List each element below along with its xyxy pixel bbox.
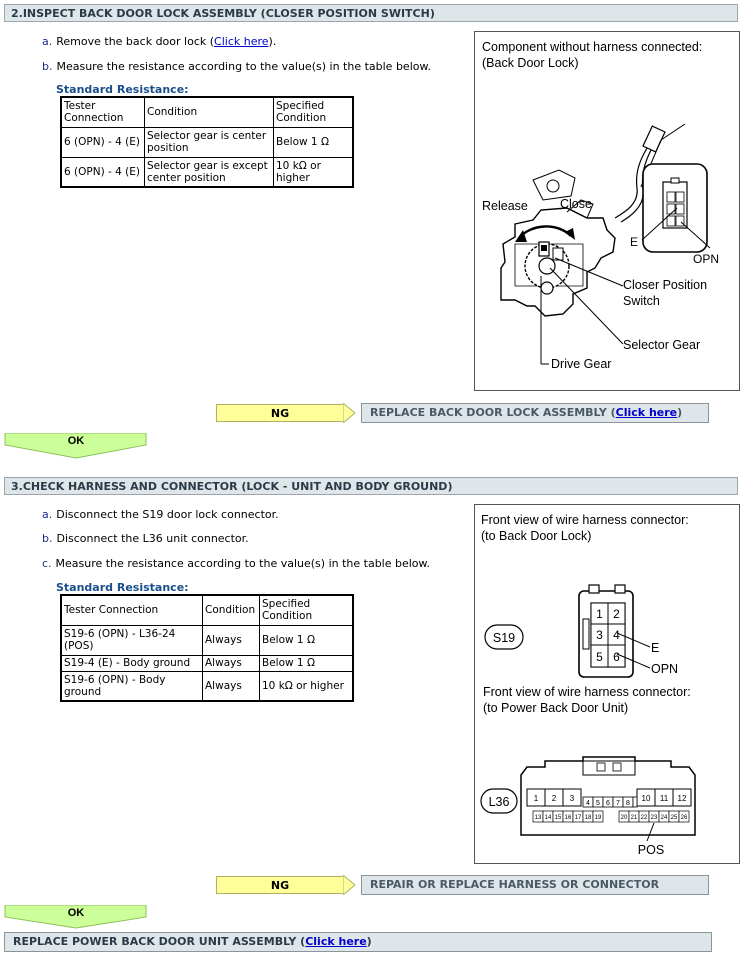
- table-cell: Below 1 Ω: [260, 625, 354, 655]
- section3-standard-resistance: Standard Resistance:: [56, 581, 189, 594]
- table-cell: S19-6 (OPN) - L36-24 (POS): [61, 625, 203, 655]
- l36-pin: 10: [641, 794, 651, 803]
- closer-position-label: Closer Position: [623, 278, 708, 292]
- section3-action: REPAIR OR REPLACE HARNESS OR CONNECTOR: [361, 875, 709, 895]
- table-cell: Below 1 Ω: [260, 655, 354, 671]
- table-cell: 10 kΩ or higher: [274, 157, 354, 187]
- l36-pin: 1: [533, 794, 539, 803]
- l36-pin: 3: [569, 794, 575, 803]
- figure-caption: (Back Door Lock): [482, 56, 579, 70]
- final-action: [4, 932, 712, 952]
- replace-unit-link[interactable]: Click here: [305, 935, 367, 948]
- table-cell: Always: [203, 671, 260, 701]
- step-letter: a.: [42, 508, 53, 521]
- s19-pin: 3: [596, 628, 603, 642]
- table-cell: Selector gear is center position: [145, 127, 274, 157]
- figure-caption: (to Back Door Lock): [481, 529, 592, 543]
- l36-mid-pins: [583, 797, 637, 807]
- l36-pin: 15: [554, 815, 562, 821]
- l36-pin: 11: [659, 794, 669, 803]
- l36-pin: 4: [586, 800, 590, 807]
- step-letter: b.: [42, 60, 53, 73]
- release-label: Release: [482, 199, 528, 213]
- table-cell: 6 (OPN) - 4 (E): [61, 157, 145, 187]
- table-cell: S19-4 (E) - Body ground: [61, 655, 203, 671]
- table-cell: S19-6 (OPN) - Body ground: [61, 671, 203, 701]
- l36-pin: 25: [670, 815, 678, 821]
- final-action-text: REPLACE POWER BACK DOOR UNIT ASSEMBLY (: [13, 935, 306, 948]
- step-text: Disconnect the S19 door lock connector.: [56, 508, 279, 521]
- table-header: Specified Condition: [260, 595, 354, 625]
- section3-ng-indicator: NG: [216, 876, 344, 894]
- s19-tag: S19: [492, 631, 516, 645]
- step-text: Remove the back door lock (: [56, 35, 215, 48]
- table-header-row: [61, 97, 353, 127]
- l36-pin: 14: [544, 815, 552, 821]
- table-header: Tester Connection: [61, 595, 203, 625]
- replace-lock-link[interactable]: Click here: [615, 406, 678, 419]
- ok-label: OK: [67, 907, 85, 919]
- figure-caption: Component without harness connected:: [482, 40, 703, 54]
- step-text-end: ).: [268, 35, 277, 48]
- pin-e-label: E: [651, 641, 660, 655]
- step-letter: b.: [42, 532, 53, 545]
- l36-pin: 13: [534, 815, 542, 821]
- l36-pin: 24: [660, 815, 668, 821]
- section2-header: 2.INSPECT BACK DOOR LOCK ASSEMBLY (CLOSER POSITION SWITCH): [4, 4, 738, 22]
- close-label: Close: [560, 197, 592, 211]
- table-row: [61, 157, 353, 187]
- figure-caption: Front view of wire harness connector:: [483, 685, 691, 699]
- section2-action: [361, 403, 709, 423]
- ok-label: OK: [67, 435, 85, 447]
- section3-step-c: [42, 557, 430, 570]
- pin-opn-label: OPN: [651, 662, 679, 676]
- action-close: ): [677, 406, 683, 419]
- table-cell: Below 1 Ω: [274, 127, 354, 157]
- s19-pins: [591, 603, 625, 667]
- l36-pin: 5: [596, 800, 600, 807]
- l36-pin: 6: [606, 800, 610, 807]
- table-cell: 10 kΩ or higher: [260, 671, 354, 701]
- section2-ok-indicator: [4, 433, 148, 459]
- table-header: Tester Connection: [61, 97, 145, 127]
- l36-tag: L36: [488, 795, 510, 809]
- section3-step-a: [42, 508, 279, 521]
- section2-step-b: [42, 60, 431, 73]
- table-cell: 6 (OPN) - 4 (E): [61, 127, 145, 157]
- drive-gear-label: Drive Gear: [551, 357, 612, 371]
- section2-standard-resistance: Standard Resistance:: [56, 83, 189, 96]
- table-cell: Selector gear is except center position: [145, 157, 274, 187]
- selector-gear-label: Selector Gear: [623, 338, 701, 352]
- section3-step-b: [42, 532, 249, 545]
- table-cell: Always: [203, 655, 260, 671]
- l36-pin: 21: [630, 815, 638, 821]
- final-action-close: ): [366, 935, 372, 948]
- harness-connector-figure: [474, 504, 740, 864]
- s19-pin: 6: [613, 650, 620, 664]
- s19-pin: 5: [596, 650, 603, 664]
- action-text: REPLACE BACK DOOR LOCK ASSEMBLY (: [370, 406, 616, 419]
- table-row: [61, 671, 353, 701]
- back-door-lock-illustration: [475, 32, 739, 390]
- section3-header: 3.CHECK HARNESS AND CONNECTOR (LOCK - UNIT AND BODY GROUND): [4, 477, 738, 495]
- l36-pin: 20: [620, 815, 628, 821]
- step-text: Disconnect the L36 unit connector.: [56, 532, 249, 545]
- table-header: Specified Condition: [274, 97, 354, 127]
- table-row: [61, 625, 353, 655]
- l36-pin: 7: [616, 800, 620, 807]
- l36-pin: 2: [551, 794, 557, 803]
- step-letter: c.: [42, 557, 52, 570]
- section3-ng-arrow: [343, 875, 357, 895]
- back-door-lock-figure: [474, 31, 740, 391]
- l36-pin: 8: [626, 800, 630, 807]
- l36-pin: 18: [584, 815, 592, 821]
- pin-opn-label: OPN: [693, 252, 720, 266]
- l36-pin: 26: [680, 815, 688, 821]
- table-row: [61, 655, 353, 671]
- section2-ng-arrow: [343, 403, 357, 423]
- l36-pin: 22: [640, 815, 648, 821]
- l36-pin: 17: [574, 815, 582, 821]
- pin-e-label: E: [630, 235, 639, 249]
- s19-pin: 4: [613, 628, 620, 642]
- s19-pin: 1: [596, 607, 603, 621]
- table-header: Condition: [203, 595, 260, 625]
- s19-pin: 2: [613, 607, 620, 621]
- step-letter: a.: [42, 35, 53, 48]
- figure-caption: Front view of wire harness connector:: [481, 513, 689, 527]
- switch-label: Switch: [623, 294, 660, 308]
- figure-caption: (to Power Back Door Unit): [483, 701, 629, 715]
- l36-pin: 23: [650, 815, 658, 821]
- l36-pin: 12: [677, 794, 687, 803]
- harness-connector-illustration: [475, 505, 739, 863]
- pin-pos-label: POS: [637, 843, 665, 857]
- table-header: Condition: [145, 97, 274, 127]
- step-text: Measure the resistance according to the value(s) in the table below.: [56, 60, 431, 73]
- section2-step-a: [42, 35, 276, 48]
- table-cell: Always: [203, 625, 260, 655]
- section3-resistance-table: [60, 594, 354, 702]
- section2-resistance-table: [60, 96, 354, 188]
- section3-ok-indicator: [4, 905, 148, 929]
- l36-pin: 19: [594, 815, 602, 821]
- section2-ng-indicator: NG: [216, 404, 344, 422]
- step-text: Measure the resistance according to the value(s) in the table below.: [55, 557, 431, 570]
- l36-pin: 16: [564, 815, 572, 821]
- remove-lock-link[interactable]: Click here: [214, 35, 269, 48]
- table-row: [61, 127, 353, 157]
- table-header-row: [61, 595, 353, 625]
